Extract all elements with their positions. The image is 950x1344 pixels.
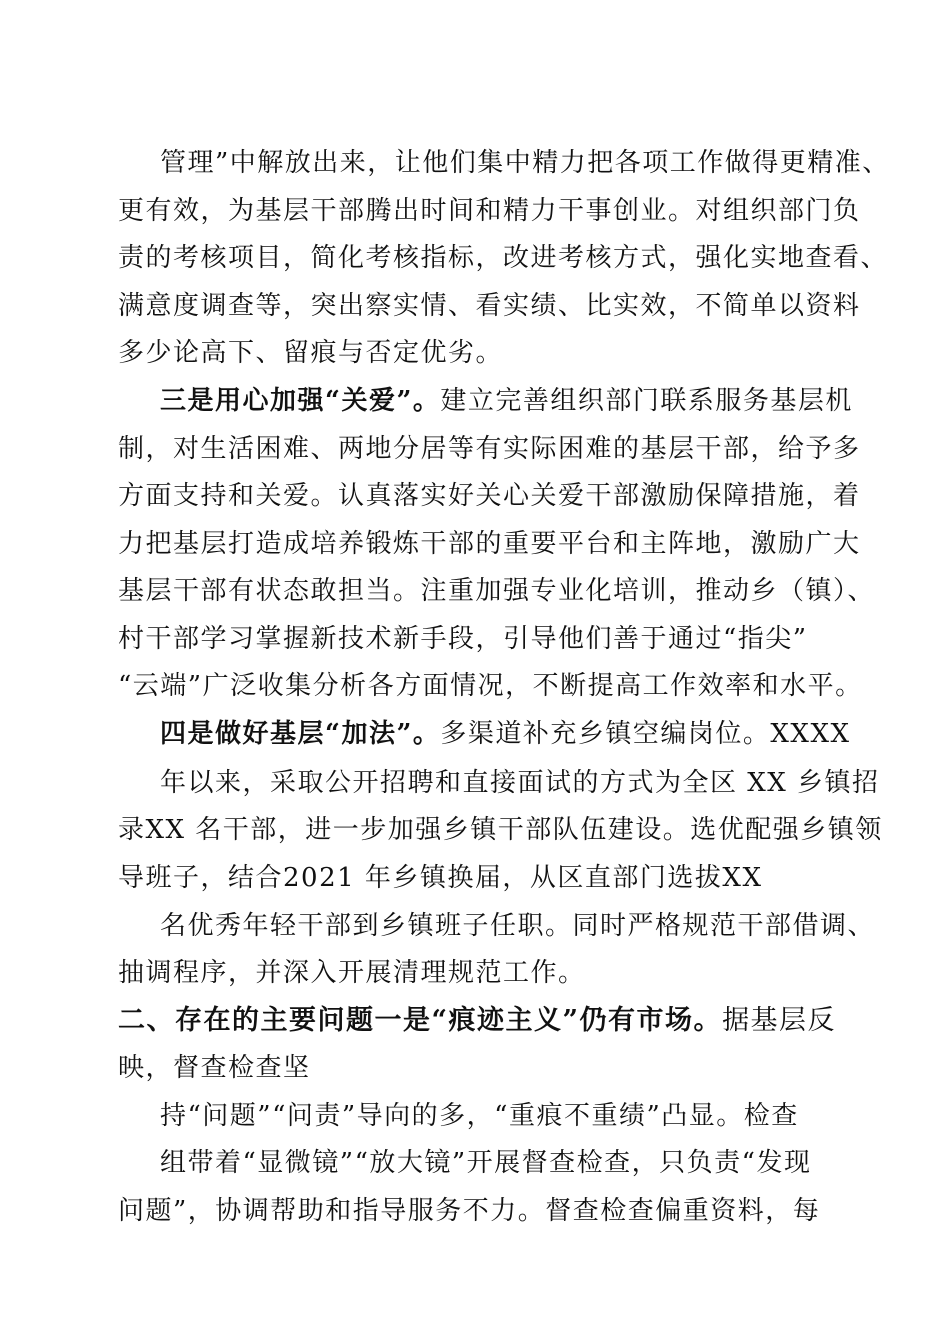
paragraph-line: 更有效，为基层干部腾出时间和精力干事创业。对组织部门负 [118,196,861,226]
paragraph-text: 建立完善组织部门联系服务基层机 [440,386,853,416]
paragraph-line: 力把基层打造成培养锻炼干部的重要平台和主阵地，激励广大 [118,529,861,559]
paragraph-line: “云端”广泛收集分析各方面情况，不断提高工作效率和水平。 [118,671,863,701]
section-heading: 二、存在的主要问题一是“痕迹主义”仍有市场。 [118,1005,723,1036]
paragraph-line: 问题”，协调帮助和指导服务不力。督查检查偏重资料，每 [118,1196,821,1226]
paragraph-line: 管理”中解放出来，让他们集中精力把各项工作做得更精准、 [160,148,890,178]
paragraph-line: 基层干部有状态敢担当。注重加强专业化培训，推动乡（镇）、 [118,576,876,606]
paragraph-line: 录XX 名干部，进一步加强乡镇干部队伍建设。选优配强乡镇领 [118,815,883,845]
paragraph-line: 制，对生活困难、两地分居等有实际困难的基层干部，给予多 [118,434,861,464]
paragraph-line: 导班子，结合2021 年乡镇换届，从区直部门选拔XX [118,863,763,893]
paragraph-text: 多渠道补充乡镇空编岗位。XXXX [440,719,851,749]
paragraph-line: 满意度调查等，突出察实情、看实绩、比实效，不简单以资料 [118,291,861,321]
paragraph-line: 名优秀年轻干部到乡镇班子任职。同时严格规范干部借调、 [160,911,876,941]
paragraph-line: 方面支持和关爱。认真落实好关心关爱干部激励保障措施，着 [118,481,861,511]
section-heading: 四是做好基层“加法”。 [160,719,441,749]
paragraph-line: 持“问题”“问责”导向的多，“重痕不重绩”凸显。检查 [160,1101,799,1131]
section-heading: 三是用心加强“关爱”。 [160,386,441,416]
section-heading-line [160,384,853,418]
paragraph-line: 年以来，采取公开招聘和直接面试的方式为全区 XX 乡镇招 [160,768,880,798]
paragraph-line: 多少论高下、留痕与否定优劣。 [118,338,504,368]
paragraph-line: 责的考核项目，简化考核指标，改进考核方式，强化实地查看、 [118,243,889,273]
paragraph-line: 抽调程序，并深入开展清理规范工作。 [118,958,586,988]
section-heading-line [118,1004,836,1038]
section-heading-line [160,717,850,751]
paragraph-line: 映，督查检查坚 [118,1053,311,1083]
paragraph-text: 据基层反 [722,1005,837,1036]
paragraph-line: 村干部学习掌握新技术新手段，引导他们善于通过“指尖” [118,624,808,654]
paragraph-line: 组带着“显微镜”“放大镜”开展督查检查，只负责“发现 [160,1148,812,1178]
